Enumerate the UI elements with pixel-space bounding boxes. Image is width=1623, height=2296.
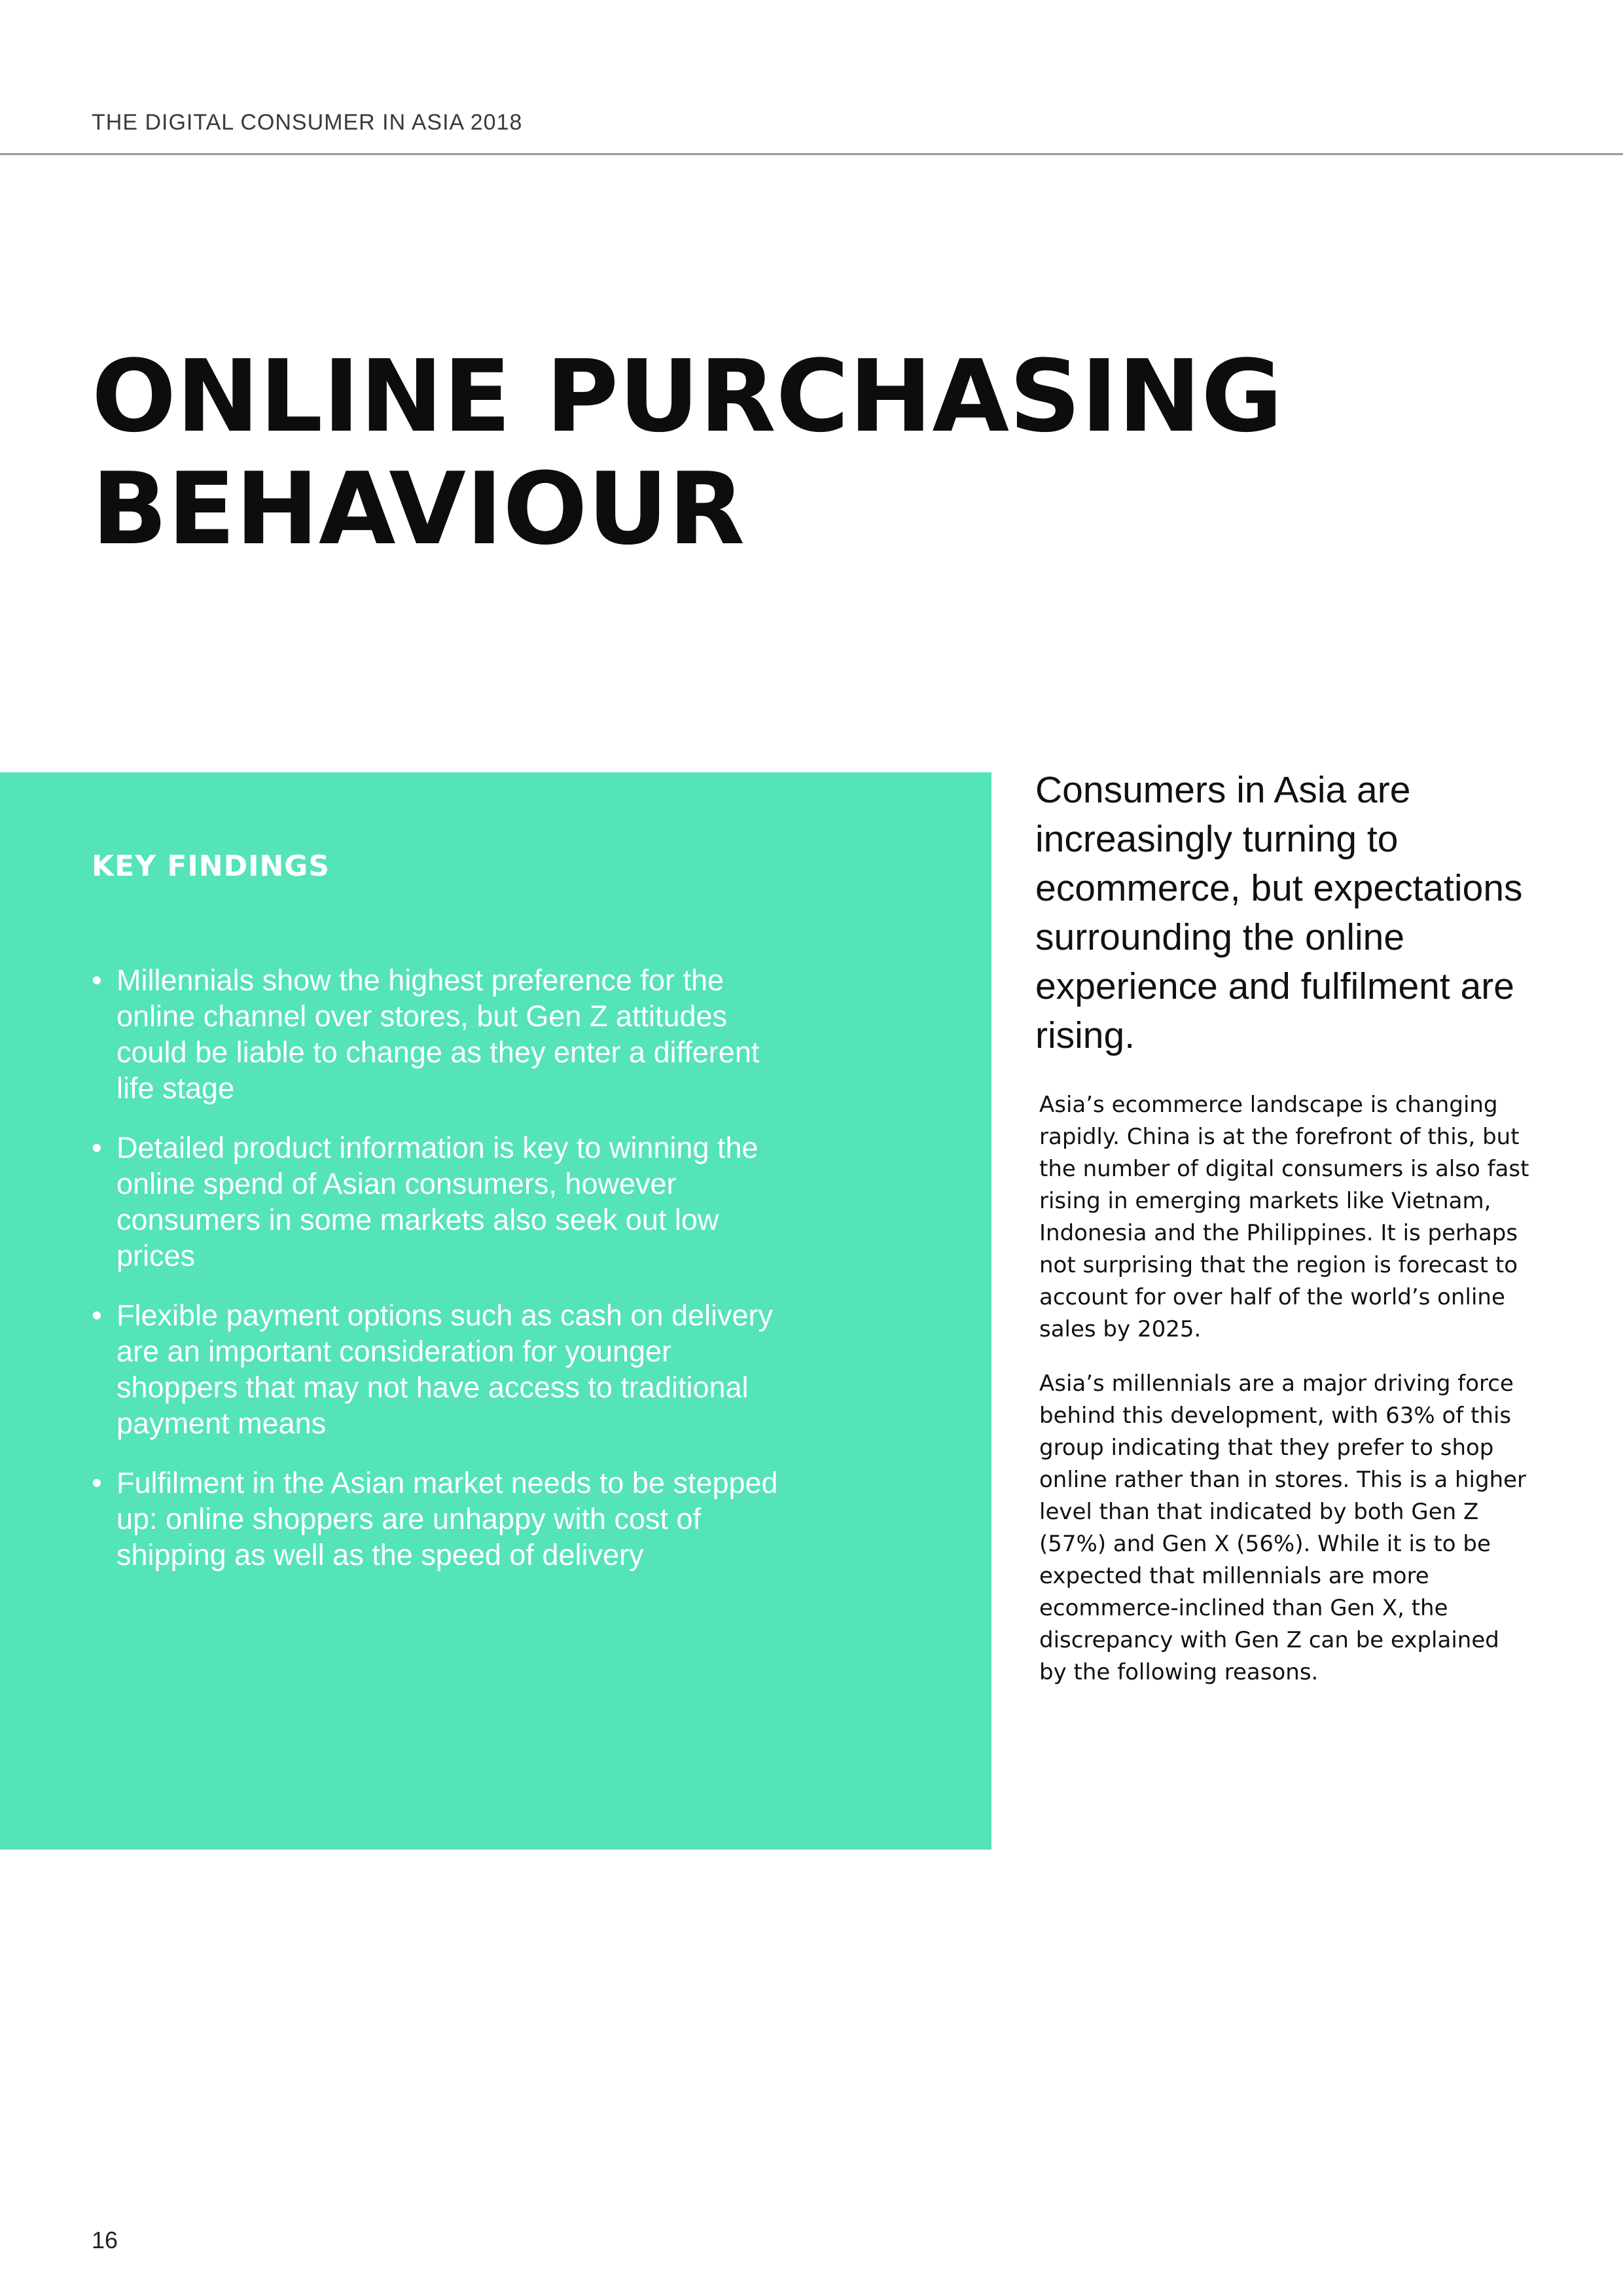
key-finding-text: Detailed product information is key to winning the online spend of Asian consumers, however consumers in some markets also seek out low prices bbox=[116, 1131, 758, 1272]
bullet-icon: • bbox=[92, 1131, 102, 1164]
bullet-icon: • bbox=[92, 1299, 102, 1332]
key-finding-text: Fulfilment in the Asian market needs to be stepped up: online shoppers are unhappy with cost of shipping as well as the speed of delivery bbox=[116, 1466, 778, 1571]
intro-lead: Consumers in Asia are increasingly turning to ecommerce, but expectations surrounding the online experience and fulfilment are rising. bbox=[1035, 769, 1523, 1056]
page-number: 16 bbox=[92, 2227, 118, 2253]
intro-paragraph-1: Asia’s ecommerce landscape is changing rapidly. China is at the forefront of this, but the number of digital consumers is also fast rising in emerging markets like Vietnam, Indonesia and the Philippines. It is perhaps not surprising that the region is forecast to account for over half of the world’s online sales by 2025. bbox=[1039, 1092, 1529, 1342]
bullet-icon: • bbox=[92, 963, 102, 997]
intro-column bbox=[1035, 766, 1533, 1711]
bullet-icon: • bbox=[92, 1466, 102, 1499]
running-header: THE DIGITAL CONSUMER IN ASIA 2018 bbox=[92, 110, 523, 135]
key-finding-item bbox=[92, 1130, 785, 1274]
key-finding-text: Flexible payment options such as cash on delivery are an important consideration for younger shoppers that may not have access to traditional payment means bbox=[116, 1299, 774, 1440]
key-findings-panel bbox=[0, 772, 991, 1850]
key-finding-item bbox=[92, 1297, 785, 1441]
header-divider bbox=[0, 153, 1623, 155]
key-finding-item bbox=[92, 962, 785, 1106]
page-title-line-2: BEHAVIOUR bbox=[92, 451, 745, 567]
key-finding-text: Millennials show the highest preference for the online channel over stores, but Gen Z attitudes could be liable to change as they enter a different life stage bbox=[116, 963, 760, 1105]
key-findings-list bbox=[92, 962, 785, 1596]
intro-paragraph-2: Asia’s millennials are a major driving force behind this development, with 63% of this group indicating that they prefer to shop online rather than in stores. This is a higher level than that indicated by both Gen Z (57%) and Gen X (56%). While it is to be expected that millennials are more ecommerce-inclined than Gen X, the discrepancy with Gen Z can be explained by the following reasons. bbox=[1039, 1371, 1527, 1685]
page-title bbox=[92, 340, 1531, 565]
key-finding-item bbox=[92, 1465, 785, 1573]
page-title-line-1: ONLINE PURCHASING bbox=[92, 338, 1283, 454]
key-findings-heading: KEY FINDINGS bbox=[92, 850, 330, 883]
